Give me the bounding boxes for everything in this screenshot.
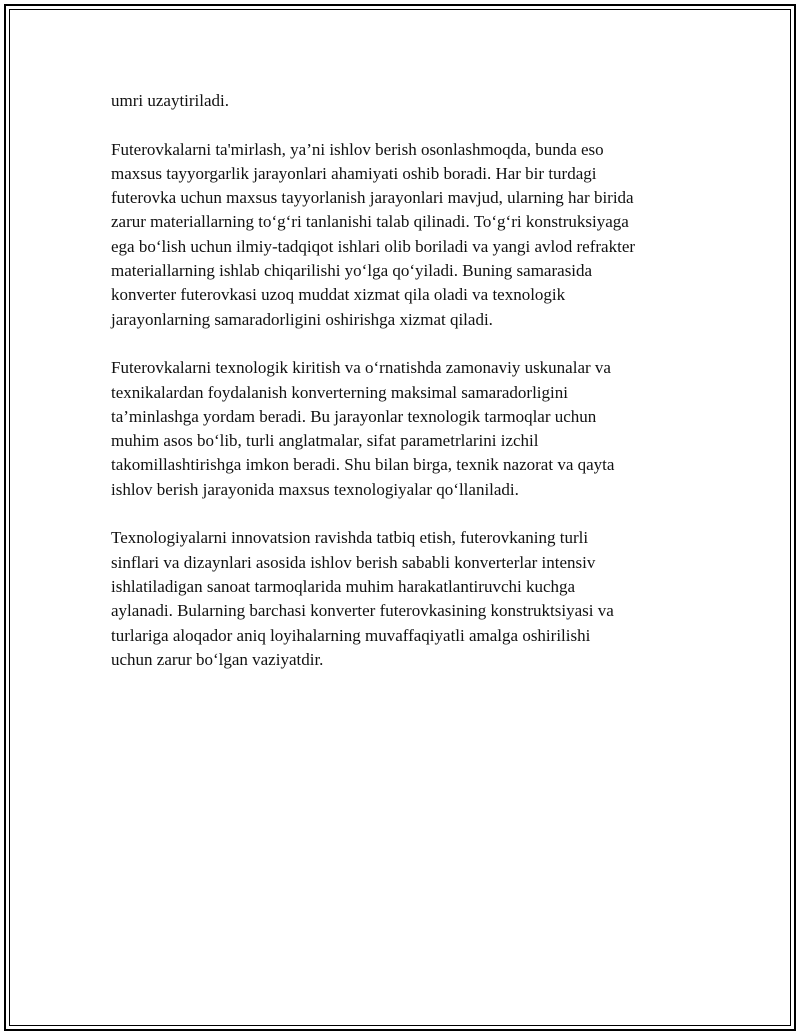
text-line: ta’minlashga yordam beradi. Bu jarayonlar texnologik tarmoqlar uchun (111, 406, 597, 426)
text-line: materiallarning ishlab chiqarilishi yo‘lga qo‘yiladi. Buning samarasida (111, 261, 593, 281)
paragraph-gap (111, 502, 691, 526)
text-line: ishlov berish jarayonida maxsus texnologiyalar qo‘llaniladi. (111, 479, 519, 499)
text-line: zarur materiallarning to‘g‘ri tanlanishi talab qilinadi. To‘g‘ri konstruksiyaga (111, 212, 629, 232)
paragraph-2 (111, 138, 691, 332)
text-line: futerovka uchun maxsus tayyorlanish jarayonlari mavjud, ularning har birida (111, 188, 634, 208)
text-line: Futerovkalarni ta'mirlash, ya’ni ishlov berish osonlashmoqda, bunda eso (111, 139, 604, 159)
text-line: turlariga aloqador aniq loyihalarning muvaffaqiyatli amalga oshirilishi (111, 625, 591, 645)
paragraph-4 (111, 526, 691, 672)
text-line: umri uzaytiriladi. (111, 91, 230, 110)
text-line: uchun zarur bo‘lgan vaziyatdir. (111, 649, 324, 669)
text-line: texnikalardan foydalanish konverterning maksimal samaradorligini (111, 382, 568, 402)
text-line: jarayonlarning samaradorligini oshirishga xizmat qiladi. (111, 309, 493, 329)
text-line: maxsus tayyorgarlik jarayonlari ahamiyati oshib boradi. Har bir turdagi (111, 163, 597, 183)
text-line: Texnologiyalarni innovatsion ravishda tatbiq etish, futerovkaning turli (111, 528, 589, 548)
text-line: Futerovkalarni texnologik kiritish va o‘rnatishda zamonaviy uskunalar va (111, 358, 611, 378)
paragraph-gap (111, 113, 691, 137)
paragraph-gap (111, 332, 691, 356)
document-body (111, 89, 691, 672)
paragraph-1 (111, 89, 691, 113)
paragraph-3 (111, 356, 691, 502)
text-line: muhim asos bo‘lib, turli anglatmalar, sifat parametrlarini izchil (111, 431, 539, 451)
text-line: ega bo‘lish uchun ilmiy-tadqiqot ishlari olib boriladi va yangi avlod refrakter (111, 236, 636, 256)
text-line: konverter futerovkasi uzoq muddat xizmat qila oladi va texnologik (111, 285, 566, 305)
text-line: aylanadi. Bularning barchasi konverter futerovkasining konstruktsiyasi va (111, 601, 614, 621)
text-line: sinflari va dizaynlari asosida ishlov berish sababli konverterlar intensiv (111, 552, 596, 572)
text-line: ishlatiladigan sanoat tarmoqlarida muhim harakatlantiruvchi kuchga (111, 576, 576, 596)
text-line: takomillashtirishga imkon beradi. Shu bilan birga, texnik nazorat va qayta (111, 455, 615, 475)
